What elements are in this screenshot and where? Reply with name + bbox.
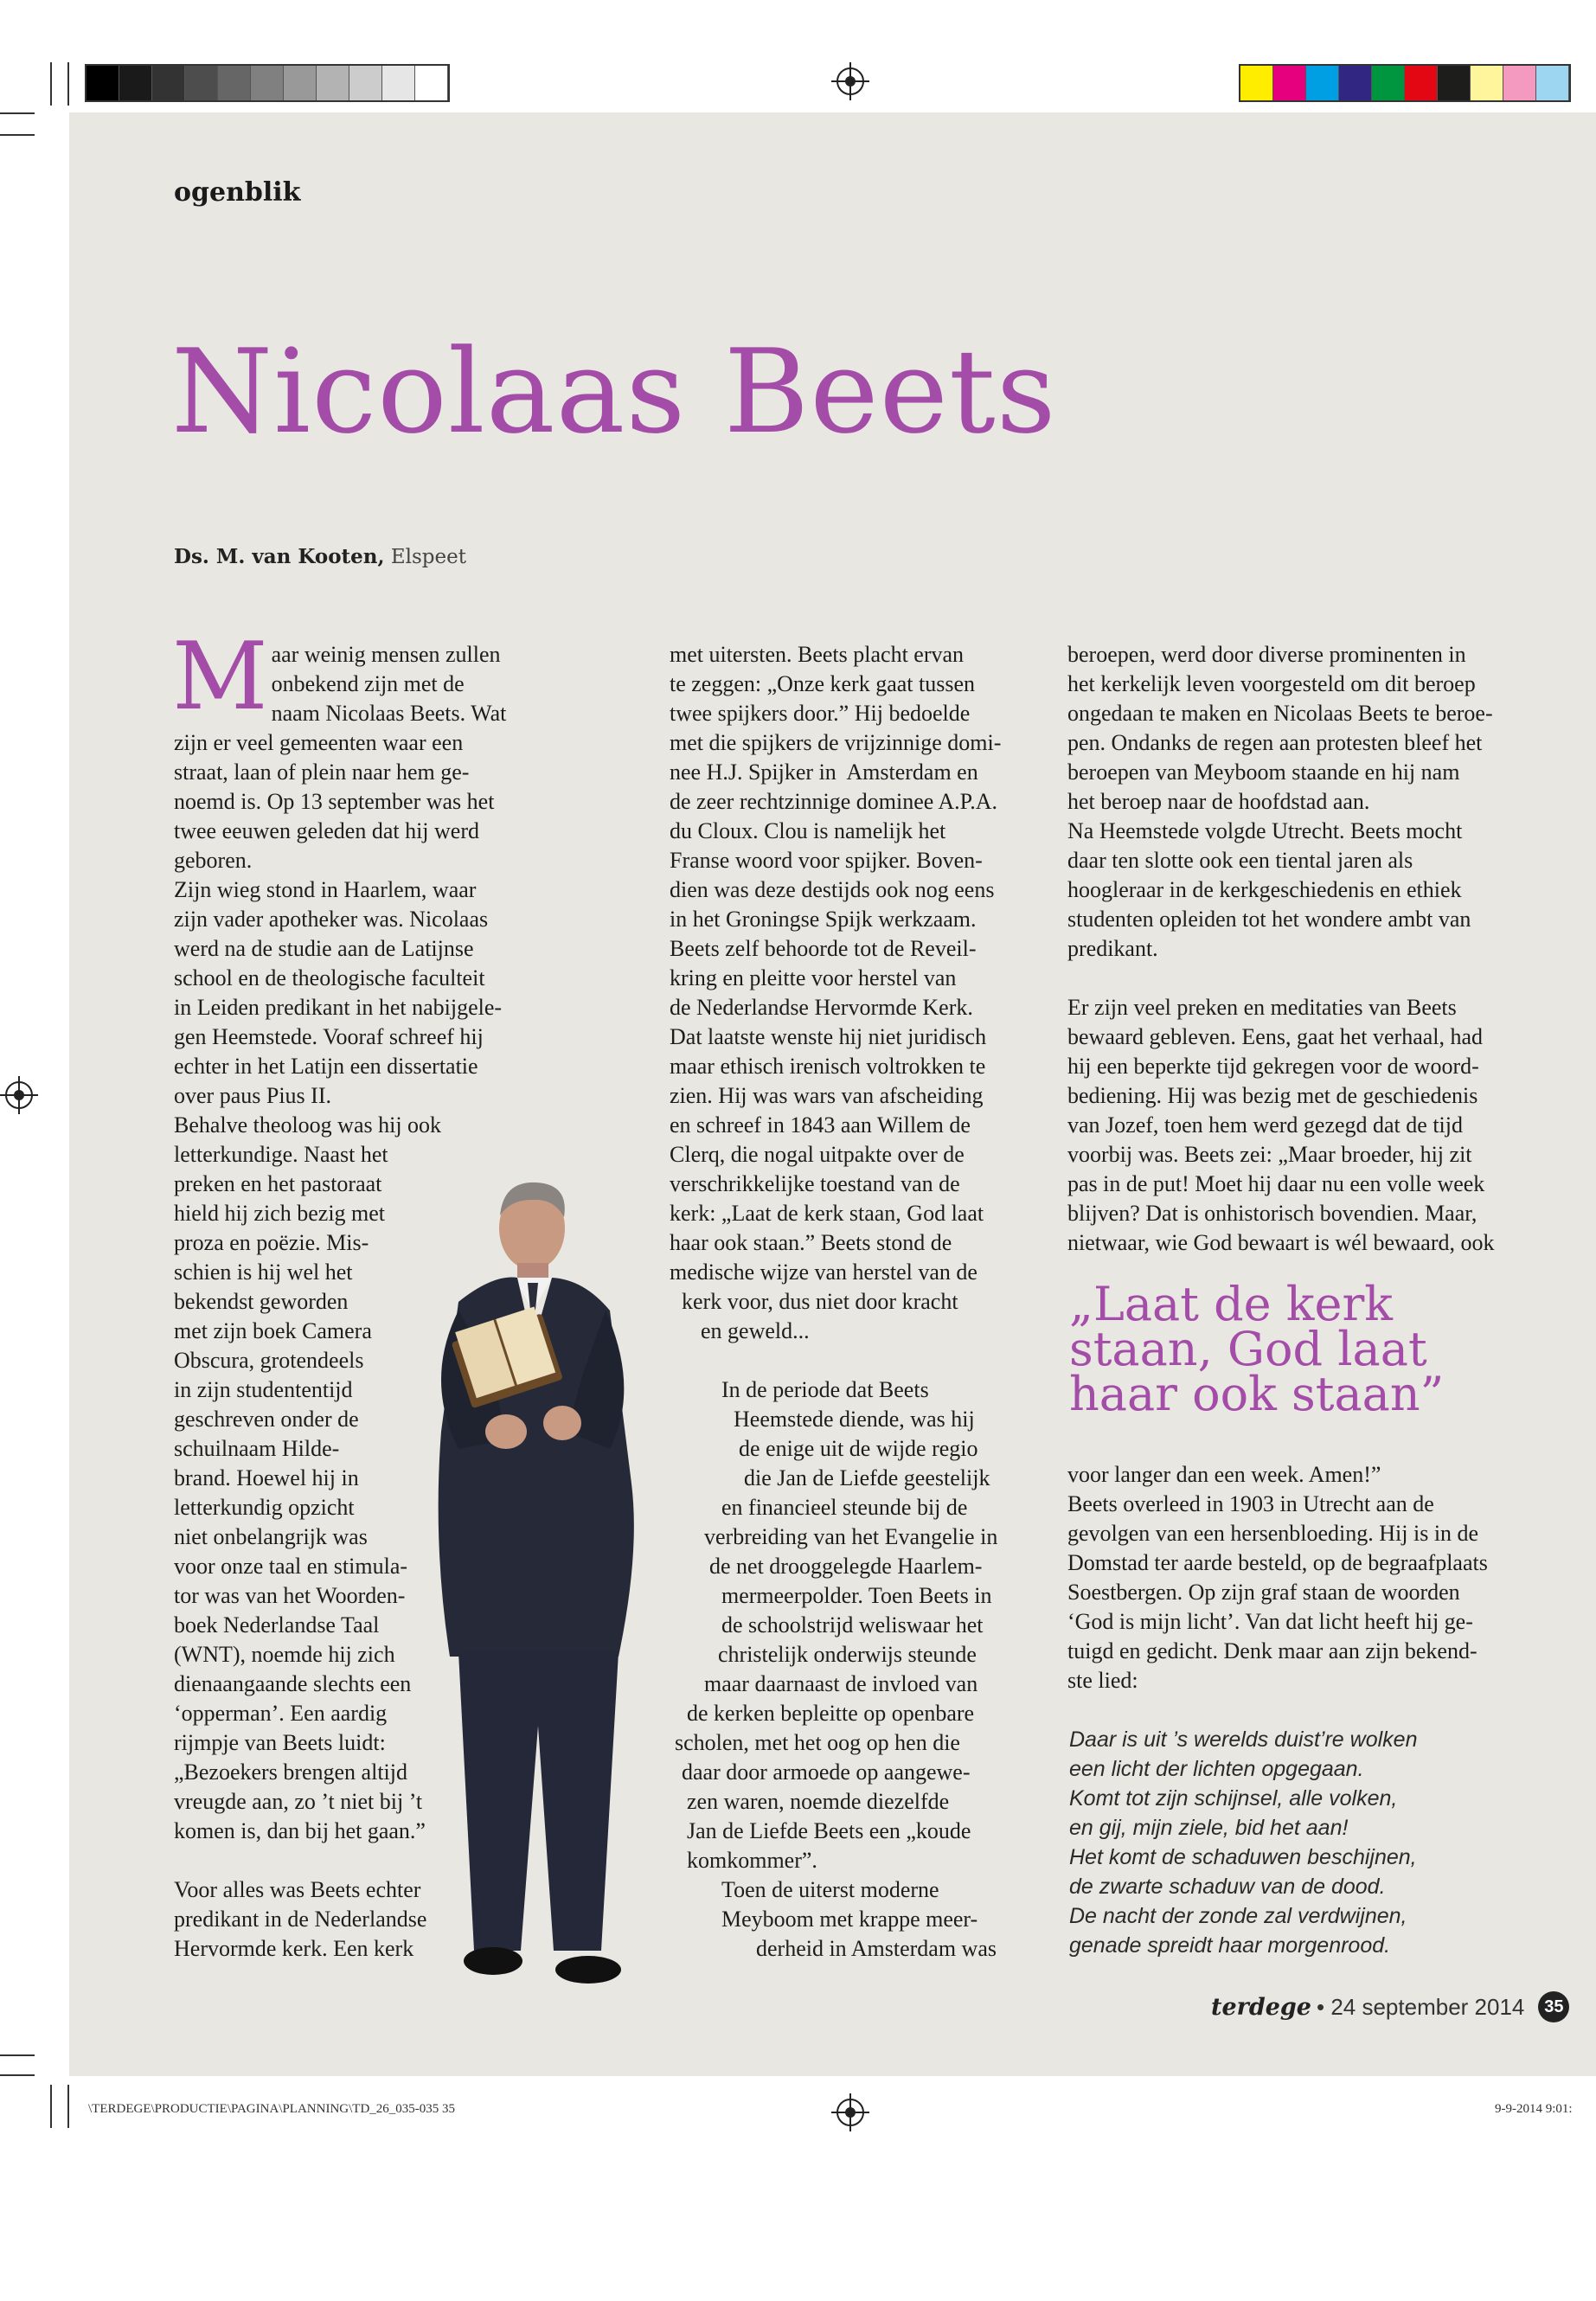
color-swatch [1339, 66, 1372, 100]
text-line: Hervormde kerk. Een kerk [174, 1936, 414, 1961]
text-line: derheid in Amsterdam was [756, 1936, 997, 1961]
text-line: mermeerpolder. Toen Beets in [721, 1583, 992, 1608]
text-line: de kerken bepleitte op openbare [687, 1701, 975, 1726]
text-line: in zijn studententijd [174, 1377, 353, 1402]
text-line: Heemstede diende, was hij [734, 1407, 975, 1432]
text-line: Obscura, grotendeels [174, 1348, 364, 1373]
text-line: De nacht der zonde zal verdwijnen, [1069, 1904, 1407, 1928]
text-line: preken en het pastoraat [174, 1171, 382, 1196]
crop-mark [0, 2054, 35, 2056]
text-line [670, 1346, 1050, 1375]
text-line: een licht der lichten opgegaan. [1069, 1757, 1364, 1781]
crop-mark [0, 134, 35, 136]
text-line: rijmpje van Beets luidt: [174, 1730, 386, 1755]
text-line: maar ethisch irenisch voltrokken te [670, 1054, 986, 1079]
crop-mark [50, 62, 52, 106]
text-line: de enige uit de wijde regio [739, 1436, 978, 1461]
text-line: letterkundige. Naast het [174, 1142, 388, 1167]
text-line: schuilnaam Hilde- [174, 1436, 340, 1461]
text-line: zen waren, noemde diezelfde [687, 1789, 950, 1814]
article-column-1 [172, 623, 546, 1964]
text-line: aar weinig mensen zullen [271, 642, 501, 667]
article-column-3-bottom [1067, 1460, 1552, 1695]
text-line: dien was deze destijds ook nog eens [670, 877, 995, 902]
color-swatch [1503, 66, 1536, 100]
text-line: zien. Hij was wars van afscheiding [670, 1083, 984, 1108]
text-line: Soestbergen. Op zijn graf staan de woorden [1067, 1580, 1460, 1605]
file-path-slug: \TERDEGE\PRODUCTIE\PAGINA\PLANNING\TD_26_035-035 35 [88, 2102, 456, 2116]
crop-mark [67, 2085, 69, 2128]
text-line: twee eeuwen geleden dat hij werd [174, 818, 480, 843]
text-line: Beets zelf behoorde tot de Reveil- [670, 936, 977, 961]
text-line: dienaangaande slechts een [174, 1671, 412, 1696]
article-column-3-top [1067, 640, 1552, 1258]
text-line: hij een beperkte tijd gekregen voor de woord- [1067, 1054, 1479, 1079]
text-line: boek Nederlandse Taal [174, 1612, 380, 1638]
text-line [1067, 964, 1552, 993]
registration-mark-icon [5, 1081, 33, 1109]
text-line: vreugde aan, zo ’t niet bij ’t [174, 1789, 423, 1814]
text-line: daar ten slotte ook een tiental jaren als [1067, 848, 1413, 873]
text-line: komen is, dan bij het gaan.” [174, 1818, 426, 1843]
text-line: studenten opleiden tot het wondere ambt van [1067, 907, 1471, 932]
text-line: Dat laatste wenste hij niet juridisch [670, 1024, 987, 1049]
section-label: ogenblik [174, 177, 301, 208]
text-line: medische wijze van herstel van de [670, 1259, 977, 1285]
text-line: schien is hij wel het [174, 1259, 353, 1285]
color-swatch [349, 66, 382, 100]
text-line: voorbij was. Beets zei: „Maar broeder, hij zit [1067, 1142, 1472, 1167]
color-swatch [382, 66, 415, 100]
text-line: met die spijkers de vrijzinnige domi- [670, 730, 1002, 755]
color-swatch [119, 66, 152, 100]
text-line: en schreef in 1843 aan Willem de [670, 1112, 971, 1138]
text-line: werd na de studie aan de Latijnse [174, 936, 474, 961]
text-line: Komt tot zijn schijnsel, alle volken, [1069, 1786, 1398, 1811]
text-line: „Bezoekers brengen altijd [174, 1759, 407, 1785]
color-swatch [1471, 66, 1503, 100]
text-line: bediening. Hij was bezig met de geschiedenis [1067, 1083, 1478, 1108]
print-timestamp: 9-9-2014 9:01: [1495, 2102, 1573, 2116]
grayscale-bar [85, 64, 450, 102]
text-line: (WNT), noemde hij zich [174, 1642, 395, 1667]
hand [543, 1406, 581, 1440]
text-line: zijn er veel gemeenten waar een [174, 730, 464, 755]
text-line: voor langer dan een week. Amen!” [1067, 1462, 1381, 1487]
text-line: naam Nicolaas Beets. Wat [271, 701, 507, 726]
text-line: Zijn wieg stond in Haarlem, waar [174, 877, 477, 902]
color-swatch [1405, 66, 1438, 100]
article-column-2 [670, 640, 1050, 1964]
text-line: Voor alles was Beets echter [174, 1877, 421, 1902]
text-line: hoogleraar in de kerkgeschiedenis en ethiek [1067, 877, 1462, 902]
text-line: daar door armoede op aangewe- [682, 1759, 971, 1785]
text-line: het kerkelijk leven voorgesteld om dit beroep [1067, 671, 1476, 696]
text-line: in Leiden predikant in het nabijgele- [174, 995, 503, 1020]
text-line: beroepen van Meyboom staande en hij nam [1067, 760, 1460, 785]
text-line: die Jan de Liefde geestelijk [744, 1465, 990, 1490]
color-swatch [152, 66, 185, 100]
text-line: Franse woord voor spijker. Boven- [670, 848, 983, 873]
text-line: en gij, mijn ziele, bid het aan! [1069, 1816, 1349, 1840]
text-line: kring en pleitte voor herstel van [670, 965, 957, 990]
text-line: letterkundig opzicht [174, 1495, 355, 1520]
text-line: Clerq, die nogal uitpakte over de [670, 1142, 965, 1167]
text-line: ‘opperman’. Een aardig [174, 1701, 388, 1726]
color-swatch [218, 66, 251, 100]
crop-mark [50, 2085, 52, 2128]
color-swatch [87, 66, 119, 100]
text-line: van Jozef, toen hem werd gezegd dat de tijd [1067, 1112, 1463, 1138]
text-line: pen. Ondanks de regen aan protesten bleef het [1067, 730, 1483, 755]
text-line: de net drooggelegde Haarlem- [709, 1554, 983, 1579]
author-place: Elspeet [390, 546, 466, 568]
poem [1069, 1725, 1417, 1960]
text-line: voor onze taal en stimula- [174, 1554, 408, 1579]
text-line: verschrikkelijke toestand van de [670, 1171, 960, 1196]
text-line: In de periode dat Beets [721, 1377, 929, 1402]
text-line: hield hij zich bezig met [174, 1201, 386, 1226]
text-line: met zijn boek Camera [174, 1318, 372, 1343]
crop-mark [0, 112, 35, 114]
text-line: pas in de put! Moet hij daar nu een volle week [1067, 1171, 1485, 1196]
text-line: de zwarte schaduw van de dood. [1069, 1875, 1386, 1899]
text-line: gen Heemstede. Vooraf schreef hij [174, 1024, 484, 1049]
text-line: tor was van het Woorden- [174, 1583, 406, 1608]
text-line: en geweld... [701, 1318, 810, 1343]
text-line: haar ook staan.” Beets stond de [670, 1230, 952, 1255]
text-line: Er zijn veel preken en meditaties van Beets [1067, 995, 1457, 1020]
text-line: kerk voor, dus niet door kracht [682, 1289, 958, 1314]
text-line: Meyboom met krappe meer- [721, 1907, 978, 1932]
text-line: Domstad ter aarde besteld, op de begraafplaats [1067, 1550, 1488, 1575]
text-line: Behalve theoloog was hij ook [174, 1112, 442, 1138]
text-line: Beets overleed in 1903 in Utrecht aan de [1067, 1491, 1434, 1516]
text-line: komkommer”. [687, 1848, 817, 1873]
text-line [174, 1846, 546, 1875]
text-line: twee spijkers door.” Hij bedoelde [670, 701, 971, 726]
text-line: in het Groningse Spijk werkzaam. [670, 907, 977, 932]
pull-quote: „Laat de kerk staan, God laat haar ook staan” [1069, 1277, 1445, 1421]
text-line: scholen, met het oog op hen die [675, 1730, 960, 1755]
text-line: ste lied: [1067, 1668, 1138, 1693]
text-line: bekendst geworden [174, 1289, 349, 1314]
page-footer [1211, 1990, 1569, 2024]
color-bar [1239, 64, 1571, 102]
magazine-logo: terdege [1211, 1993, 1311, 2021]
registration-mark-icon [836, 2099, 864, 2126]
color-swatch [1438, 66, 1471, 100]
text-line: Het komt de schaduwen beschijnen, [1069, 1845, 1417, 1869]
text-line: predikant in de Nederlandse [174, 1907, 427, 1932]
text-line: kerk: „Laat de kerk staan, God laat [670, 1201, 984, 1226]
text-line: christelijk onderwijs steunde [718, 1642, 977, 1667]
color-swatch [251, 66, 284, 100]
author-name: Ds. M. van Kooten, [174, 545, 385, 568]
text-line: Toen de uiterst moderne [721, 1877, 939, 1902]
color-swatch [185, 66, 218, 100]
byline [174, 545, 466, 568]
color-swatch [415, 66, 448, 100]
text-line: noemd is. Op 13 september was het [174, 789, 495, 814]
text-line: du Cloux. Clou is namelijk het [670, 818, 946, 843]
color-swatch [317, 66, 349, 100]
text-line: tuigd en gedicht. Denk maar aan zijn bekend- [1067, 1638, 1477, 1663]
color-swatch [1536, 66, 1569, 100]
text-line: beroepen, werd door diverse prominenten in [1067, 642, 1466, 667]
text-line: proza en poëzie. Mis- [174, 1230, 369, 1255]
color-swatch [1273, 66, 1306, 100]
text-line: onbekend zijn met de [271, 671, 465, 696]
text-line: predikant. [1067, 936, 1158, 961]
text-line: met uitersten. Beets placht ervan [670, 642, 965, 667]
text-line: geschreven onder de [174, 1407, 359, 1432]
shoe [555, 1956, 621, 1984]
drop-cap: M [172, 623, 268, 731]
text-line: het beroep naar de hoofdstad aan. [1067, 789, 1370, 814]
text-line: gevolgen van een hersenbloeding. Hij is in de [1067, 1521, 1479, 1546]
text-line: nee H.J. Spijker in Amsterdam en [670, 760, 978, 785]
text-line: verbreiding van het Evangelie in [704, 1524, 998, 1549]
color-swatch [284, 66, 317, 100]
registration-mark-icon [836, 67, 864, 95]
text-line: de zeer rechtzinnige dominee A.P.A. [670, 789, 998, 814]
text-line: de Nederlandse Hervormde Kerk. [670, 995, 973, 1020]
text-line: echter in het Latijn een dissertatie [174, 1054, 478, 1079]
text-line: Na Heemstede volgde Utrecht. Beets mocht [1067, 818, 1463, 843]
text-line: Jan de Liefde Beets een „koude [687, 1818, 971, 1843]
text-line: straat, laan of plein naar hem ge- [174, 760, 470, 785]
text-line: en financieel steunde bij de [721, 1495, 968, 1520]
text-line: te zeggen: „Onze kerk gaat tussen [670, 671, 976, 696]
page-title: Nicolaas Beets [171, 324, 1057, 459]
text-line: niet onbelangrijk was [174, 1524, 368, 1549]
text-line: de schoolstrijd weliswaar het [721, 1612, 984, 1638]
text-line: school en de theologische faculteit [174, 965, 485, 990]
page-number: 35 [1538, 1991, 1569, 2022]
issue-date: • 24 september 2014 [1317, 1993, 1525, 2020]
text-line: blijven? Dat is onhistorisch bovendien. Maar, [1067, 1201, 1477, 1226]
color-swatch [1306, 66, 1339, 100]
color-swatch [1372, 66, 1405, 100]
crop-mark [67, 62, 69, 106]
text-line: Daar is uit ’s werelds duist’re wolken [1069, 1727, 1418, 1752]
text-line: ongedaan te maken en Nicolaas Beets te beroe- [1067, 701, 1493, 726]
text-line: over paus Pius II. [174, 1083, 331, 1108]
text-line: nietwaar, wie God bewaart is wél bewaard, ook [1067, 1230, 1495, 1255]
text-line: ‘God is mijn licht’. Van dat licht heeft hij ge- [1067, 1609, 1473, 1634]
crop-mark [0, 2074, 35, 2076]
text-line: genade spreidt haar morgenrood. [1069, 1933, 1391, 1958]
text-line: geboren. [174, 848, 253, 873]
text-line: brand. Hoewel hij in [174, 1465, 359, 1490]
color-swatch [1240, 66, 1273, 100]
text-line: zijn vader apotheker was. Nicolaas [174, 907, 489, 932]
text-line: bewaard gebleven. Eens, gaat het verhaal, had [1067, 1024, 1484, 1049]
text-line: maar daarnaast de invloed van [704, 1671, 978, 1696]
